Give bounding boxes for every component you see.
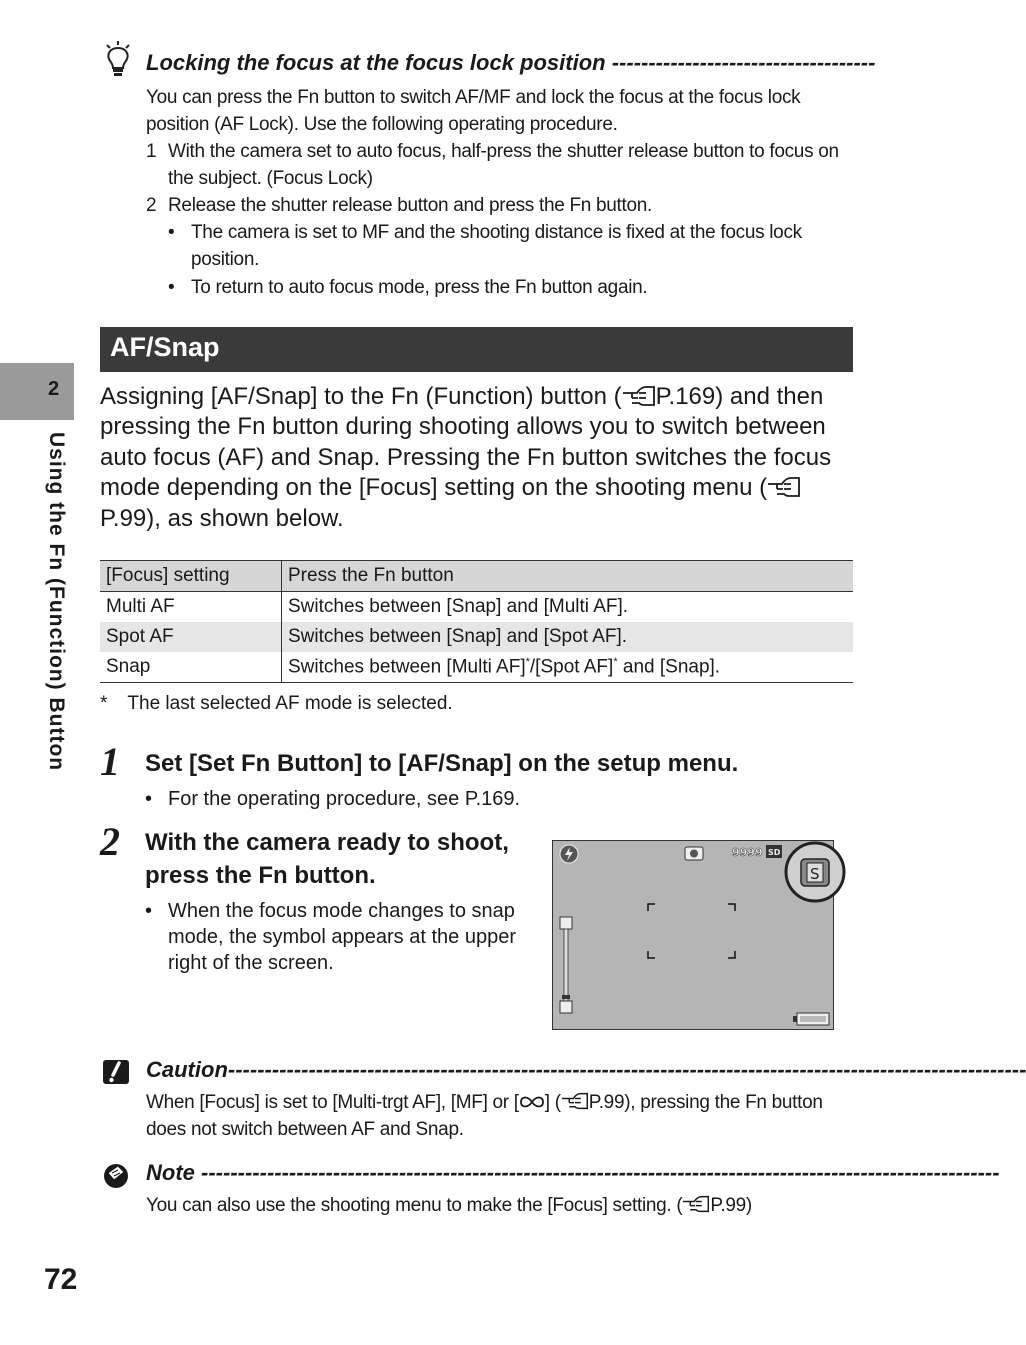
flash-icon bbox=[560, 845, 578, 863]
page-reference: P.99 bbox=[100, 504, 147, 532]
svg-text:S: S bbox=[810, 865, 820, 883]
note-pencil-icon bbox=[102, 1161, 130, 1189]
section-intro: Assigning [AF/Snap] to the Fn (Function) button ( P.169) and then pressing the Fn button during shooting allows you to switch between auto focus (AF) and Snap. Pressing the Fn button switches the focus mode depending on the [Focus] setting on the shooting menu (P.99), as shown below. bbox=[100, 383, 832, 532]
caution-text: When [Focus] is set to [Multi-trgt AF], [MF] or [ ] ( P.99), pressing the Fn button does not switch between AF and Snap. bbox=[146, 1092, 823, 1140]
table-cell: Switches between [Multi AF]*/[Spot AF]* and [Snap]. bbox=[282, 652, 854, 683]
table-row bbox=[100, 652, 853, 683]
table-cell: Switches between [Snap] and [Spot AF]. bbox=[282, 622, 854, 652]
bullet-dot: • bbox=[168, 277, 175, 298]
pointing-hand-reference-icon bbox=[561, 1092, 589, 1110]
table-header-cell: [Focus] setting bbox=[100, 561, 282, 592]
caution-icon bbox=[102, 1059, 130, 1085]
bullet-dot: • bbox=[168, 222, 175, 243]
table-footnote: * The last selected AF mode is selected. bbox=[100, 693, 453, 714]
hint-intro: You can press the Fn button to switch AF/MF and lock the focus at the focus lock position (AF Lock). Use the following operating procedure. bbox=[146, 87, 801, 135]
pointing-hand-reference-icon bbox=[682, 1195, 710, 1213]
section-title: AF/Snap bbox=[110, 332, 220, 362]
hint-title: Locking the focus at the focus lock position ------------------------------------ bbox=[146, 50, 876, 75]
bullet-dot: • bbox=[145, 900, 153, 922]
camera-lcd-screen bbox=[552, 840, 834, 1030]
table-cell: Switches between [Snap] and [Multi AF]. bbox=[288, 596, 629, 617]
hint-bullet-1: The camera is set to MF and the shooting distance is fixed at the focus lock position. bbox=[191, 222, 802, 270]
hint-bullet-2: To return to auto focus mode, press the Fn button again. bbox=[191, 277, 648, 298]
step-1-number: 1 bbox=[100, 739, 120, 784]
page-number: 72 bbox=[44, 1263, 78, 1296]
table-row bbox=[100, 622, 853, 652]
page-reference: P.99 bbox=[710, 1195, 746, 1216]
hint-step-2-text: Release the shutter release button and press the Fn button. bbox=[168, 195, 653, 216]
pointing-hand-reference-icon bbox=[767, 476, 801, 498]
table-header-cell: Press the Fn button bbox=[282, 561, 854, 592]
table-cell: Multi AF bbox=[100, 592, 282, 623]
step-2-number: 2 bbox=[100, 819, 120, 864]
hint-step-1-text: With the camera set to auto focus, half-press the shutter release button to focus on the subject. (Focus Lock) bbox=[168, 141, 839, 189]
step-2-bullet: When the focus mode changes to snap mode, the symbol appears at the upper right of the screen. bbox=[168, 900, 516, 974]
svg-text:SD: SD bbox=[768, 848, 781, 857]
chapter-tab bbox=[0, 363, 74, 420]
caution-title: Caution------------------------------------------------------------------------------------------------------------- bbox=[146, 1057, 1026, 1082]
bullet-dot: • bbox=[145, 788, 153, 810]
chapter-number: 2 bbox=[48, 378, 60, 400]
note-title: Note ------------------------------------------------------------------------------------------------------------- bbox=[146, 1160, 1000, 1185]
hint-step-2-number: 2 bbox=[146, 195, 157, 216]
table-cell: Snap bbox=[100, 652, 282, 683]
table-row bbox=[100, 592, 853, 623]
step-1-title: Set [Set Fn Button] to [AF/Snap] on the setup menu. bbox=[145, 750, 739, 777]
table-header-row bbox=[100, 561, 853, 592]
table-cell: Spot AF bbox=[100, 622, 282, 652]
step-1-bullet: For the operating procedure, see P.169. bbox=[168, 788, 521, 810]
focus-setting-table bbox=[100, 560, 853, 683]
page-reference: P.169 bbox=[655, 383, 716, 410]
hint-step-1-number: 1 bbox=[146, 141, 157, 162]
lightbulb-hint-icon bbox=[103, 40, 133, 78]
chapter-title: Using the Fn (Function) Button bbox=[45, 432, 68, 772]
battery-icon bbox=[793, 1013, 829, 1025]
pointing-hand-reference-icon bbox=[622, 385, 656, 407]
infinity-icon bbox=[519, 1095, 545, 1109]
page-reference: P.99 bbox=[588, 1092, 625, 1113]
note-text: You can also use the shooting menu to make the [Focus] setting. ( P.99) bbox=[146, 1195, 752, 1216]
step-2-title: With the camera ready to shoot, press the Fn button. bbox=[145, 829, 509, 889]
shots-remaining: 9999 bbox=[732, 846, 763, 859]
camera-mode-icon bbox=[685, 847, 703, 860]
